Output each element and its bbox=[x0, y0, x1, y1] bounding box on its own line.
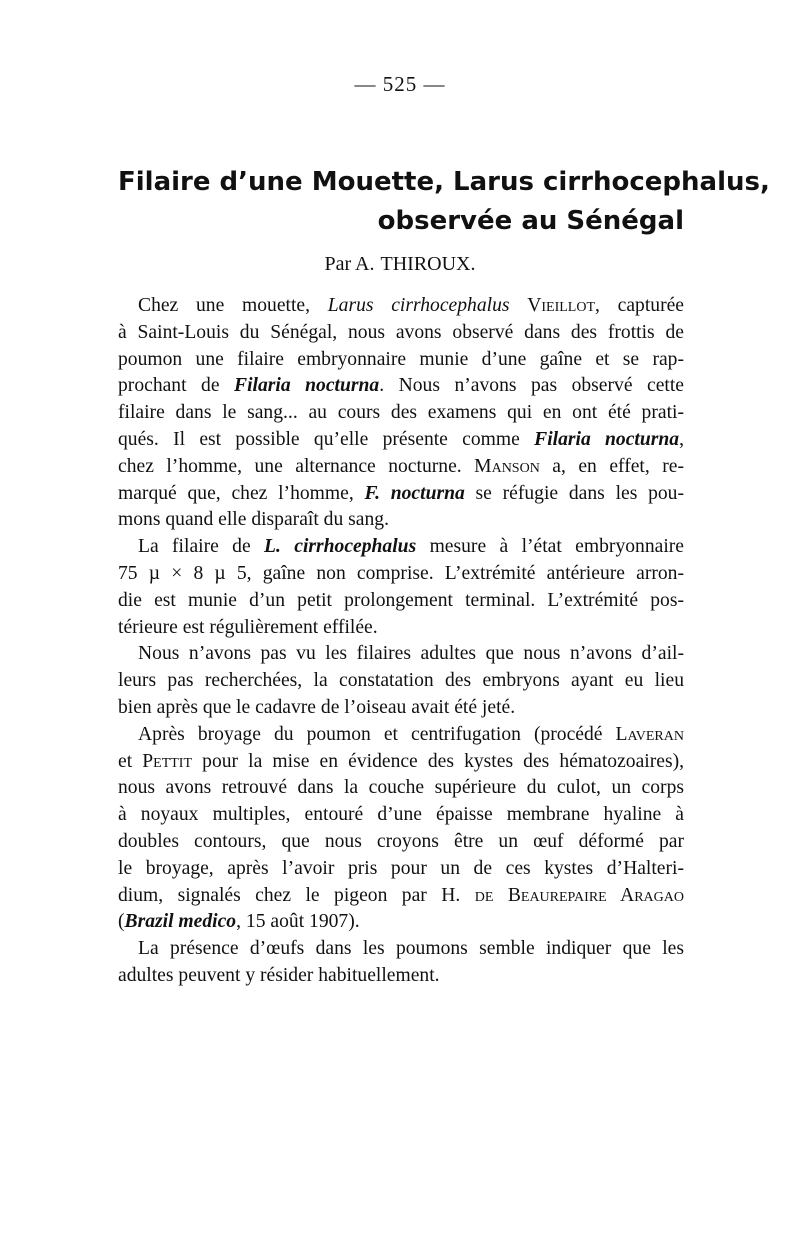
text-run: marqué que, chez l’homme, bbox=[118, 482, 365, 504]
text-run: poumon une filaire embryonnaire munie d’une gaîne et se rap- bbox=[118, 348, 684, 370]
text-run: nous avons retrouvé dans la couche supérieure du culot, un corps bbox=[118, 777, 684, 799]
text-run: a, en effet, re- bbox=[539, 455, 684, 477]
text-line bbox=[118, 373, 684, 400]
text-run: , 15 août 1907). bbox=[236, 911, 360, 933]
text-run: Chez une mouette, bbox=[138, 295, 328, 316]
text-run: , capturée bbox=[595, 295, 685, 316]
text-line bbox=[118, 963, 684, 990]
paragraph bbox=[118, 936, 684, 990]
paragraph bbox=[118, 534, 684, 641]
text-line bbox=[118, 481, 684, 508]
text-run: ( bbox=[118, 911, 125, 933]
text-line bbox=[118, 802, 684, 829]
text-run: filaire dans le sang... au cours des examens qui en ont été prati- bbox=[118, 402, 684, 424]
text-run: die est munie d’un petit prolongement terminal. L’extrémité pos- bbox=[118, 589, 684, 611]
author-name: Vieillot bbox=[527, 295, 596, 316]
text-run: La présence d’œufs dans les poumons semble indiquer que les bbox=[138, 938, 684, 960]
text-line bbox=[118, 668, 684, 695]
species-name: Filaria nocturna bbox=[234, 375, 380, 397]
text-run: se réfugie dans les pou- bbox=[464, 482, 685, 504]
text-line bbox=[118, 534, 684, 561]
text-line bbox=[118, 775, 684, 802]
text-line bbox=[118, 561, 684, 588]
species-name: Filaria nocturna bbox=[534, 428, 680, 450]
species-name: L. cirrhocephalus bbox=[264, 536, 417, 558]
paragraph bbox=[118, 722, 684, 936]
species-name: Brazil medico bbox=[124, 911, 237, 933]
text-line bbox=[118, 695, 684, 722]
article-body bbox=[118, 293, 684, 990]
text-line bbox=[118, 641, 684, 668]
text-run: qués. Il est possible qu’elle présente comme bbox=[118, 428, 535, 450]
text-run: Après broyage du poumon et centrifugation (procédé bbox=[138, 723, 616, 745]
author-name: Pettit bbox=[142, 750, 193, 772]
text-run: 75 µ × 8 µ 5, gaîne non comprise. L’extrémité antérieure arron- bbox=[118, 562, 684, 584]
text-line bbox=[118, 829, 684, 856]
text-line bbox=[118, 293, 684, 320]
text-line bbox=[118, 936, 684, 963]
text-run: bien après que le cadavre de l’oiseau avait été jeté. bbox=[118, 696, 516, 718]
text-run: chez l’homme, une alternance nocturne. bbox=[118, 455, 475, 477]
species-name: F. nocturna bbox=[364, 482, 465, 504]
text-run: à noyaux multiples, entouré d’une épaisse membrane hyaline à bbox=[118, 804, 684, 826]
text-line bbox=[118, 749, 684, 776]
text-run: et bbox=[118, 750, 143, 772]
page-number: — 525 — bbox=[354, 72, 446, 96]
text-line bbox=[118, 722, 684, 749]
article-title-line-2: observée au Sénégal bbox=[377, 206, 684, 236]
author-name: Manson bbox=[474, 455, 540, 477]
text-run: La filaire de bbox=[138, 536, 265, 558]
author-name: THIROUX. bbox=[380, 253, 476, 275]
text-run: le broyage, après l’avoir pris pour un de ces kystes d’Halteri- bbox=[118, 857, 684, 879]
text-line bbox=[118, 320, 684, 347]
byline bbox=[0, 253, 800, 276]
text-run bbox=[510, 295, 528, 316]
text-run: térieure est régulièrement effilée. bbox=[118, 616, 378, 638]
text-run: pour la mise en évidence des kystes des hématozoaires), bbox=[192, 750, 684, 772]
text-run: . Nous n’avons pas observé cette bbox=[379, 375, 684, 397]
text-line bbox=[118, 883, 684, 910]
author-name: de Beaurepaire Aragao bbox=[474, 884, 684, 906]
text-run: mesure à l’état embryonnaire bbox=[416, 536, 684, 558]
text-run: Nous n’avons pas vu les filaires adultes que nous n’avons d’ail- bbox=[138, 643, 684, 665]
text-line bbox=[118, 588, 684, 615]
text-run: mons quand elle disparaît du sang. bbox=[118, 509, 389, 531]
text-run: doubles contours, que nous croyons être un œuf déformé par bbox=[118, 830, 684, 852]
author-name: Laveran bbox=[615, 723, 684, 745]
text-line bbox=[118, 856, 684, 883]
paragraph bbox=[118, 293, 684, 534]
text-line bbox=[118, 454, 684, 481]
article-title-line-1: Filaire d’une Mouette, Larus cirrhocephalus, bbox=[118, 167, 770, 197]
text-line bbox=[118, 909, 684, 936]
text-run: prochant de bbox=[118, 375, 235, 397]
text-line bbox=[118, 400, 684, 427]
text-run: dium, signalés chez le pigeon par H. bbox=[118, 884, 475, 906]
text-line bbox=[118, 615, 684, 642]
text-run: adultes peuvent y résider habituellement. bbox=[118, 964, 440, 986]
text-run: leurs pas recherchées, la constatation des embryons ayant eu lieu bbox=[118, 670, 684, 692]
text-line bbox=[118, 427, 684, 454]
species-name: Larus cirrhocephalus bbox=[327, 295, 510, 316]
text-run: à Saint-Louis du Sénégal, nous avons observé dans des frottis de bbox=[118, 321, 684, 343]
text-run: , bbox=[679, 428, 684, 450]
text-line bbox=[118, 507, 684, 534]
paragraph bbox=[118, 641, 684, 721]
text-line bbox=[118, 347, 684, 374]
byline-prefix: Par A. bbox=[324, 253, 375, 275]
